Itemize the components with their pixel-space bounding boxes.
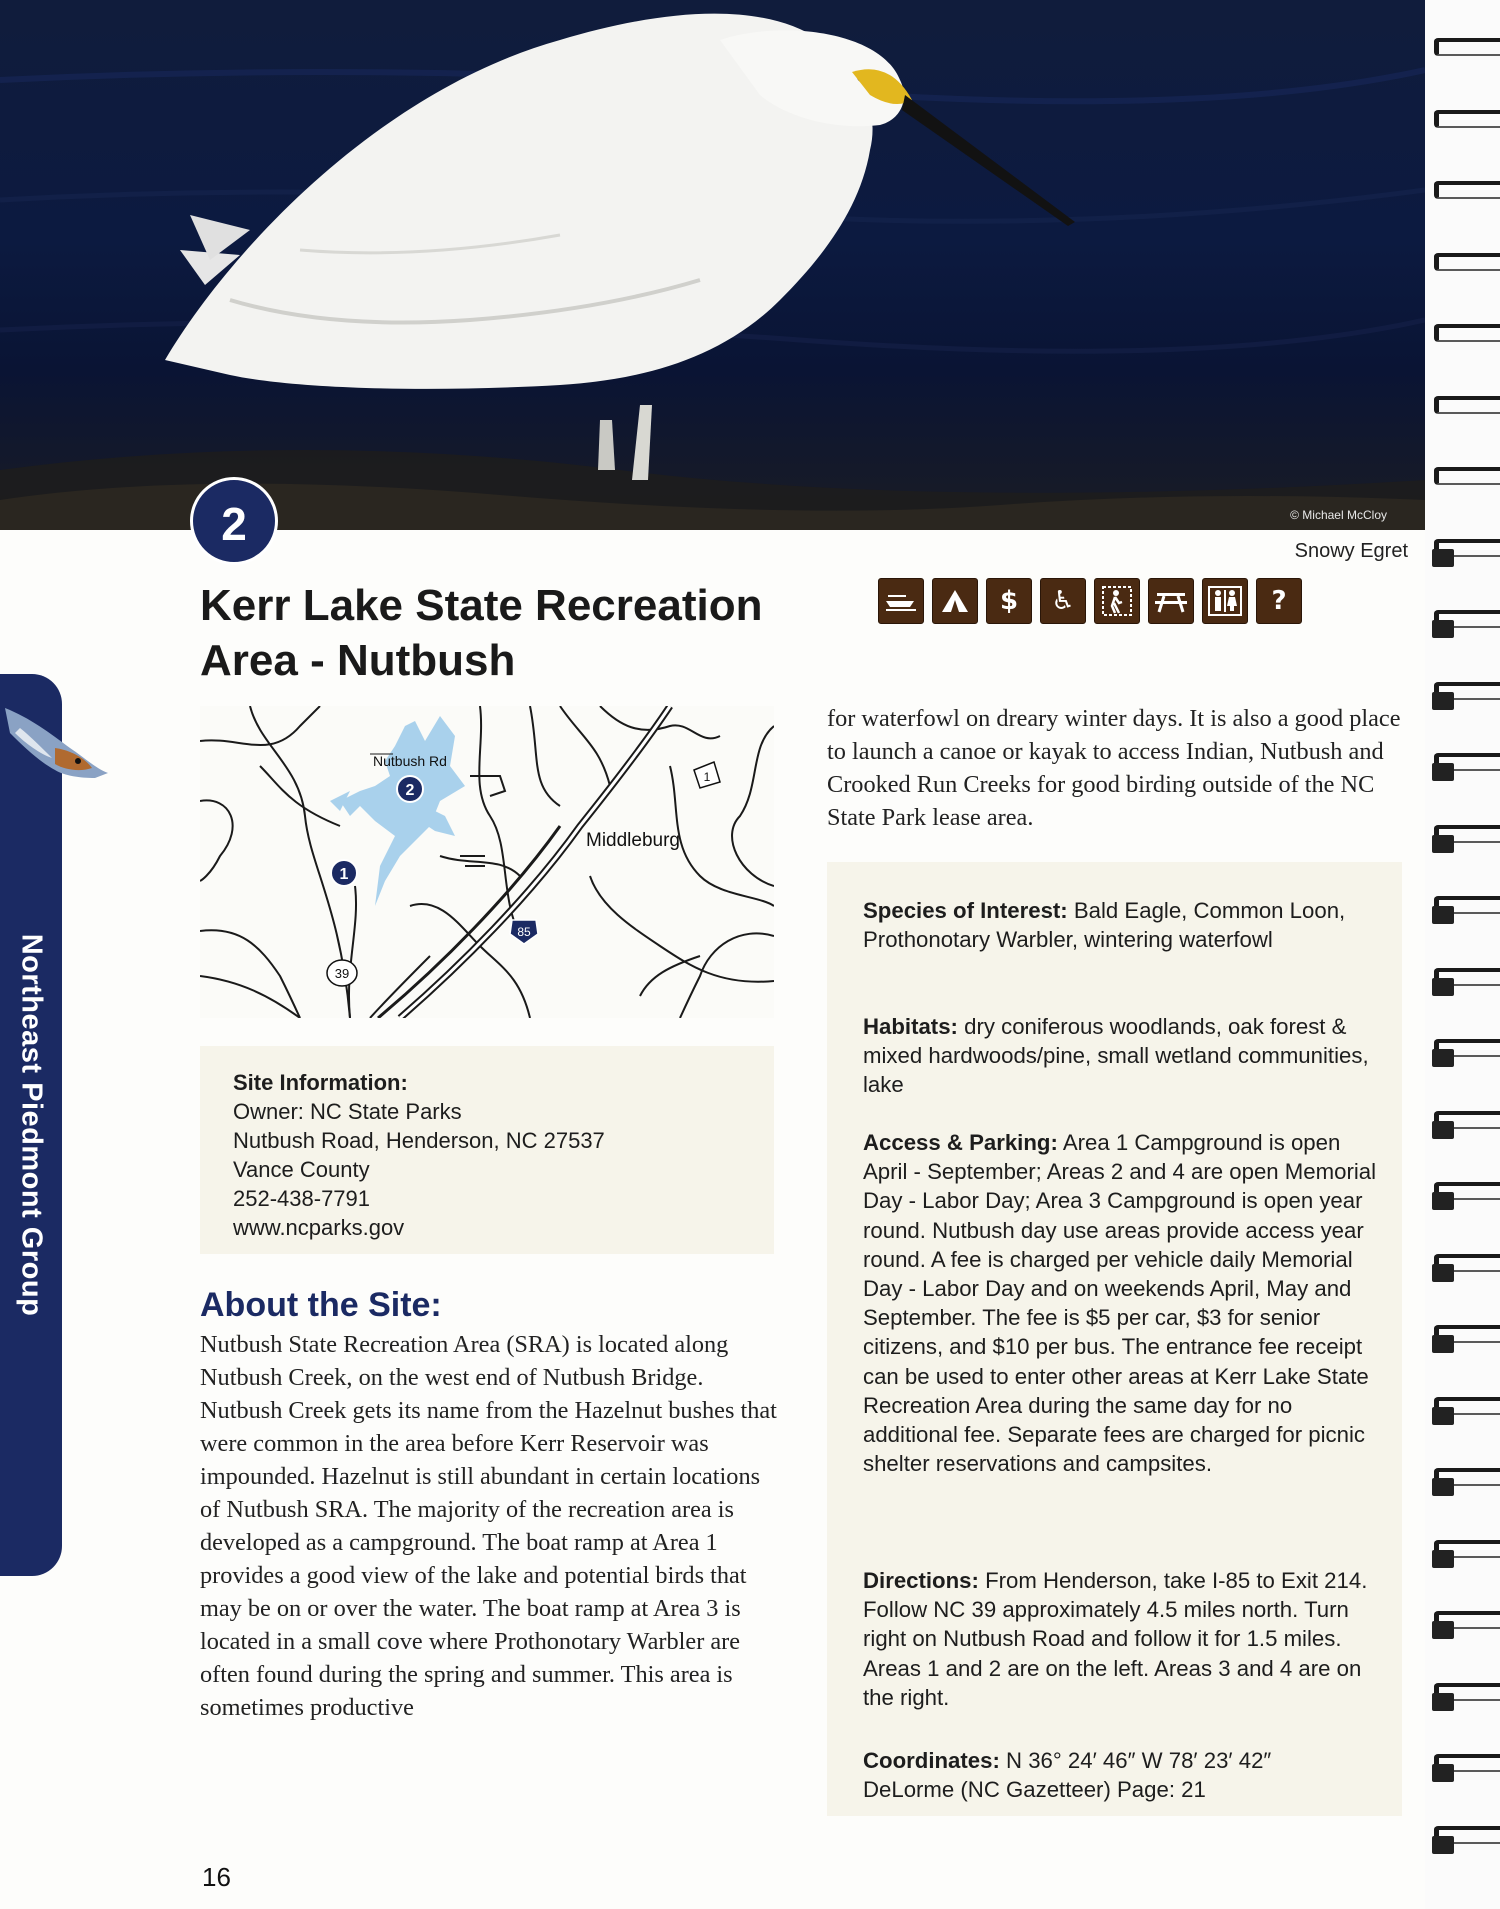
- access-text: Area 1 Campground is open April - September; Areas 2 and 4 are open Memorial Day - Labor Day; Area 3 Campground is open year round. Nutbush day use areas provide access year round. A fee is charged per vehicle daily Memorial Day - Labor Day and on weekends April, May and September. The fee is $5 per car, $3 for senior citizens, and $10 per bus. The entrance fee receipt can be used to enter other areas at Kerr Lake State Recreation Area during the same day for no additional fee. Separate fees are charged for picnic shelter reservations and campsites.: [863, 1130, 1377, 1477]
- binding-hole: [1432, 1121, 1454, 1139]
- coordinates: [863, 1746, 1388, 1804]
- title-line-2: Area - Nutbush: [200, 636, 516, 685]
- site-information-heading: Site Information:: [233, 1070, 408, 1095]
- hiking-trail-icon: [1094, 578, 1140, 624]
- binding-hole: [1432, 1764, 1454, 1782]
- restrooms-icon: [1202, 578, 1248, 624]
- photo-credit: © Michael McCloy: [1290, 508, 1387, 522]
- egret-illustration: [0, 0, 1425, 530]
- binding-hole: [1432, 692, 1454, 710]
- map-label-nutbush-rd: Nutbush Rd: [373, 753, 447, 769]
- binding-coil: [1434, 110, 1500, 128]
- directions-label: Directions:: [863, 1568, 979, 1593]
- coordinates-text: N 36° 24′ 46″ W 78′ 23′ 42″: [1006, 1748, 1272, 1773]
- map-interstate-85-label: 85: [517, 925, 531, 939]
- about-body: Nutbush State Recreation Area (SRA) is located along Nutbush Creek, on the west end of Nutbush Bridge. Nutbush Creek gets its name from the Hazelnut bushes that were common in the area before Kerr Reservoir was impounded. Hazelnut is still abundant in certain locations of Nutbush SRA. The majority of the recreation area is developed as a campground. The boat ramp at Area 1 provides a good view of the lake and potential birds that may be on or over the water. The boat ramp at Area 3 is located in a small cove where Prothonotary Warbler are often found during the spring and summer. This area is sometimes productive: [200, 1331, 777, 1721]
- information-icon: ?: [1256, 578, 1302, 624]
- habitats-label: Habitats:: [863, 1014, 958, 1039]
- habitats-text: dry coniferous woodlands, oak forest & mixed hardwoods/pine, small wetland communities, lake: [863, 1014, 1369, 1098]
- about-body-continued: for waterfowl on dreary winter days. It is also a good place to launch a canoe or kayak to access Indian, Nutbush and Crooked Run Creeks for good birding outside of the NC State Park lease area.: [827, 705, 1401, 831]
- fee-dollar-icon: $: [986, 578, 1032, 624]
- binding-hole: [1432, 835, 1454, 853]
- map-route-39-label: 39: [334, 966, 350, 981]
- binding-hole: [1432, 978, 1454, 996]
- binding-coil: [1434, 396, 1500, 414]
- snowy-egret-photo: [0, 0, 1425, 530]
- map-label-middleburg: Middleburg: [586, 830, 680, 851]
- nuthatch-bird-icon: [0, 688, 110, 798]
- boat-ramp-icon: [878, 578, 924, 624]
- about-heading: About the Site:: [200, 1286, 442, 1324]
- site-information-box: [200, 1046, 774, 1254]
- section-tab-label: Northeast Piedmont Group: [15, 933, 48, 1317]
- binding-hole: [1432, 1693, 1454, 1711]
- site-website: www.ncparks.gov: [233, 1215, 405, 1240]
- species-text: Bald Eagle, Common Loon, Prothonotary Warbler, wintering waterfowl: [863, 898, 1346, 953]
- coordinates-label: Coordinates:: [863, 1748, 1000, 1773]
- map-marker-site-1-label: 1: [339, 866, 349, 883]
- binding-hole: [1432, 1192, 1454, 1210]
- species-of-interest: [863, 896, 1388, 954]
- binding-hole: [1432, 906, 1454, 924]
- delorme-page: DeLorme (NC Gazetteer) Page: 21: [863, 1777, 1206, 1803]
- access-parking: [863, 1128, 1388, 1478]
- binding-hole: [1432, 1836, 1454, 1854]
- binding-hole: [1432, 1407, 1454, 1425]
- binding-hole: [1432, 1478, 1454, 1496]
- site-number-badge: 2: [190, 477, 278, 565]
- binding-coil: [1434, 181, 1500, 199]
- page-title: [200, 578, 762, 688]
- site-phone: 252-438-7791: [233, 1186, 371, 1211]
- binding-hole: [1432, 1550, 1454, 1568]
- wheelchair-accessible-icon: ♿: [1040, 578, 1086, 624]
- section-side-tab: [0, 674, 62, 1576]
- amenity-icons-bar: [878, 578, 1302, 624]
- binding-coil: [1434, 467, 1500, 485]
- binding-hole: [1432, 549, 1454, 567]
- location-map: [200, 706, 774, 1018]
- binding-hole: [1432, 1621, 1454, 1639]
- binding-coil: [1434, 253, 1500, 271]
- site-county: Vance County: [233, 1157, 370, 1182]
- binding-hole: [1432, 620, 1454, 638]
- directions-text: From Henderson, take I-85 to Exit 214. Follow NC 39 approximately 4.5 miles north. Turn right on Nutbush Road and follow it for 1.5 miles. Areas 1 and 2 are on the left. Areas 3 and 4 are on the right.: [863, 1568, 1368, 1710]
- map-marker-site-2-label: 2: [405, 782, 415, 799]
- directions: [863, 1566, 1388, 1712]
- binding-hole: [1432, 763, 1454, 781]
- site-address: Nutbush Road, Henderson, NC 27537: [233, 1128, 605, 1153]
- title-line-1: Kerr Lake State Recreation: [200, 581, 763, 630]
- binding-hole: [1432, 1335, 1454, 1353]
- map-route-1-label: 1: [703, 770, 711, 784]
- binding-hole: [1432, 1264, 1454, 1282]
- habitats: [863, 1012, 1388, 1100]
- page-number: 16: [202, 1862, 231, 1892]
- binding-coil: [1434, 38, 1500, 56]
- binding-coil: [1434, 324, 1500, 342]
- binding-hole: [1432, 1049, 1454, 1067]
- camping-tent-icon: [932, 578, 978, 624]
- photo-caption: Snowy Egret: [1294, 540, 1408, 562]
- site-owner: Owner: NC State Parks: [233, 1099, 462, 1124]
- species-label: Species of Interest:: [863, 898, 1068, 923]
- picnic-table-icon: [1148, 578, 1194, 624]
- access-label: Access & Parking:: [863, 1130, 1058, 1155]
- site-details-box: [827, 862, 1402, 1816]
